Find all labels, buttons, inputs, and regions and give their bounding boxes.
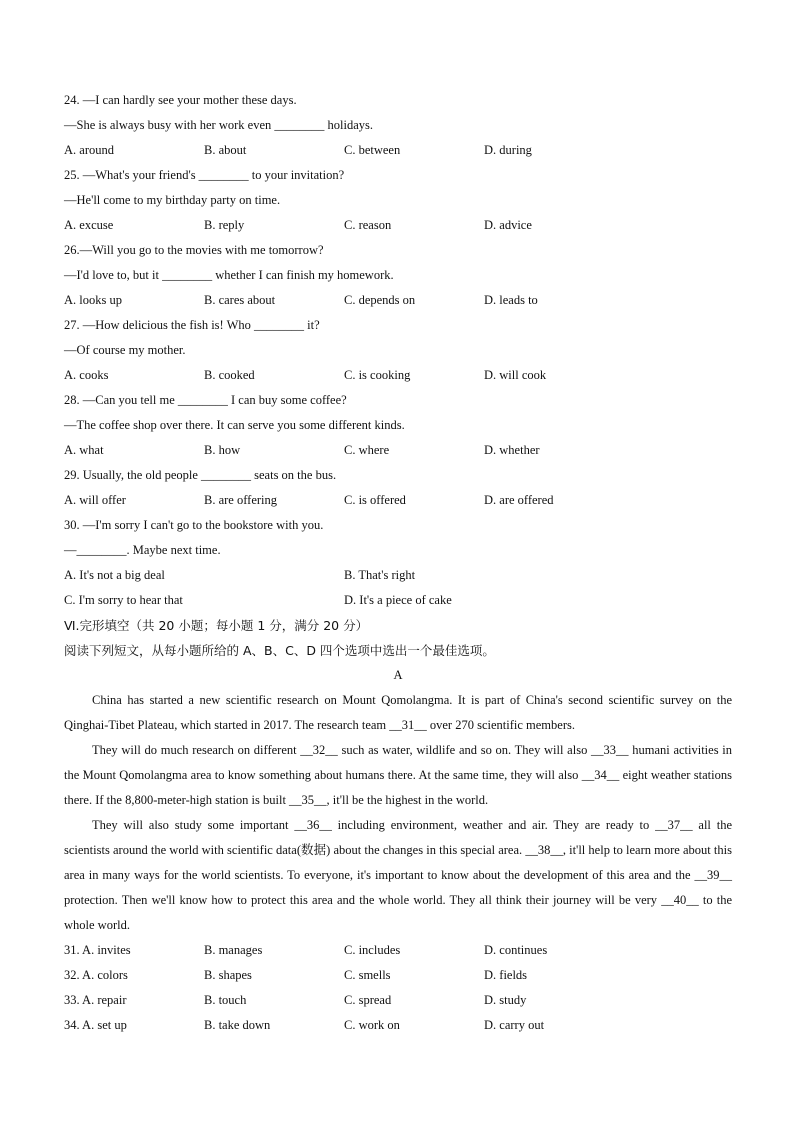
option-d[interactable]: D. study [484, 993, 527, 1007]
question-25-stem: 25. —What's your friend's ________ to your invitation? [64, 168, 345, 182]
option-b[interactable]: B. shapes [204, 968, 252, 982]
option-c[interactable]: C. where [344, 443, 390, 457]
question-24-stem: 24. —I can hardly see your mother these days. [64, 93, 297, 107]
option-c[interactable]: C. spread [344, 993, 392, 1007]
option-c[interactable]: C. is offered [344, 493, 406, 507]
option-a[interactable]: A. looks up [64, 293, 122, 307]
option-d[interactable]: D. will cook [484, 368, 547, 382]
option-a[interactable]: A. what [64, 443, 104, 457]
question-29-options [64, 488, 732, 513]
option-b[interactable]: B. cooked [204, 368, 255, 382]
option-d[interactable]: D. during [484, 143, 532, 157]
option-b[interactable]: B. reply [204, 218, 245, 232]
cloze-options-32 [64, 963, 732, 988]
option-c[interactable]: C. between [344, 143, 401, 157]
passage-paragraph-2: They will do much research on different __32__ such as water, wildlife and so on. They will also __33__ humani activities in the Mount Qomolangma area to know something about humans there. At the same time, they will also __34__ eight weather stations there. If the 8,800-meter-high station is built __35__, it'll be the highest in the world. [64, 743, 732, 807]
question-24-reply: —She is always busy with her work even ________ holidays. [64, 118, 373, 132]
question-26-reply: —I'd love to, but it ________ whether I can finish my homework. [64, 268, 394, 282]
question-30-options-row-1 [64, 563, 732, 588]
passage-paragraph-3: They will also study some important __36__ including environment, weather and air. They are ready to __37__ all the scientists around the world with scientific data(数据) about the changes in this special area. __38__, it'll help to learn more about this area in many ways for the world scientists. To everyone, it's important to know about the development of this area and the __39__ protection. Then we'll know how to protect this area and the whole world. They all think their journey will be very __40__ to the whole world. [64, 818, 732, 932]
option-d[interactable]: D. advice [484, 218, 532, 232]
option-b[interactable]: B. take down [204, 1018, 271, 1032]
option-d[interactable]: D. continues [484, 943, 548, 957]
option-c[interactable]: C. work on [344, 1018, 400, 1032]
question-27-reply: —Of course my mother. [64, 343, 186, 357]
question-29-stem: 29. Usually, the old people ________ seats on the bus. [64, 468, 337, 482]
question-26-stem: 26.—Will you go to the movies with me tomorrow? [64, 243, 324, 257]
option-a[interactable]: 32. A. colors [64, 968, 128, 982]
cloze-options-34 [64, 1013, 732, 1038]
option-a[interactable]: 33. A. repair [64, 993, 127, 1007]
option-b[interactable]: B. are offering [204, 493, 278, 507]
question-28-stem: 28. —Can you tell me ________ I can buy some coffee? [64, 393, 347, 407]
option-b[interactable]: B. That's right [344, 568, 416, 582]
question-30-reply: —________. Maybe next time. [64, 543, 221, 557]
section-title: Ⅵ.完形填空（共 20 小题；每小题 1 分，满分 20 分） [64, 618, 369, 633]
question-30-options-row-2 [64, 588, 732, 613]
option-c[interactable]: C. I'm sorry to hear that [64, 593, 183, 607]
option-b[interactable]: B. touch [204, 993, 247, 1007]
question-28-reply: —The coffee shop over there. It can serve you some different kinds. [64, 418, 405, 432]
option-b[interactable]: B. manages [204, 943, 263, 957]
option-d[interactable]: D. It's a piece of cake [344, 593, 452, 607]
passage-label: A [393, 668, 403, 682]
option-d[interactable]: D. are offered [484, 493, 554, 507]
exam-page [64, 88, 732, 1038]
option-c[interactable]: C. depends on [344, 293, 416, 307]
option-c[interactable]: C. includes [344, 943, 401, 957]
option-a[interactable]: A. excuse [64, 218, 114, 232]
option-a[interactable]: A. around [64, 143, 114, 157]
option-a[interactable]: A. It's not a big deal [64, 568, 165, 582]
option-c[interactable]: C. smells [344, 968, 391, 982]
question-27-options [64, 363, 732, 388]
option-a[interactable]: 34. A. set up [64, 1018, 127, 1032]
question-26-options [64, 288, 732, 313]
option-a[interactable]: A. cooks [64, 368, 109, 382]
option-c[interactable]: C. is cooking [344, 368, 411, 382]
option-d[interactable]: D. leads to [484, 293, 538, 307]
question-28-options [64, 438, 732, 463]
option-b[interactable]: B. how [204, 443, 241, 457]
question-27-stem: 27. —How delicious the fish is! Who ________ it? [64, 318, 320, 332]
option-d[interactable]: D. fields [484, 968, 528, 982]
cloze-options-31 [64, 938, 732, 963]
option-c[interactable]: C. reason [344, 218, 392, 232]
option-a[interactable]: A. will offer [64, 493, 126, 507]
passage-paragraph-1: China has started a new scientific research on Mount Qomolangma. It is part of China's second scientific survey on the Qinghai-Tibet Plateau, which started in 2017. The research team __31__ over 270 scientific members. [64, 693, 732, 732]
question-25-options [64, 213, 732, 238]
question-24-options [64, 138, 732, 163]
section-instruction: 阅读下列短文，从每小题所给的 A、B、C、D 四个选项中选出一个最佳选项。 [64, 643, 495, 658]
cloze-options-33 [64, 988, 732, 1013]
option-d[interactable]: D. carry out [484, 1018, 545, 1032]
option-d[interactable]: D. whether [484, 443, 540, 457]
question-30-stem: 30. —I'm sorry I can't go to the bookstore with you. [64, 518, 324, 532]
question-25-reply: —He'll come to my birthday party on time. [64, 193, 281, 207]
option-a[interactable]: 31. A. invites [64, 943, 131, 957]
option-b[interactable]: B. about [204, 143, 247, 157]
option-b[interactable]: B. cares about [204, 293, 276, 307]
